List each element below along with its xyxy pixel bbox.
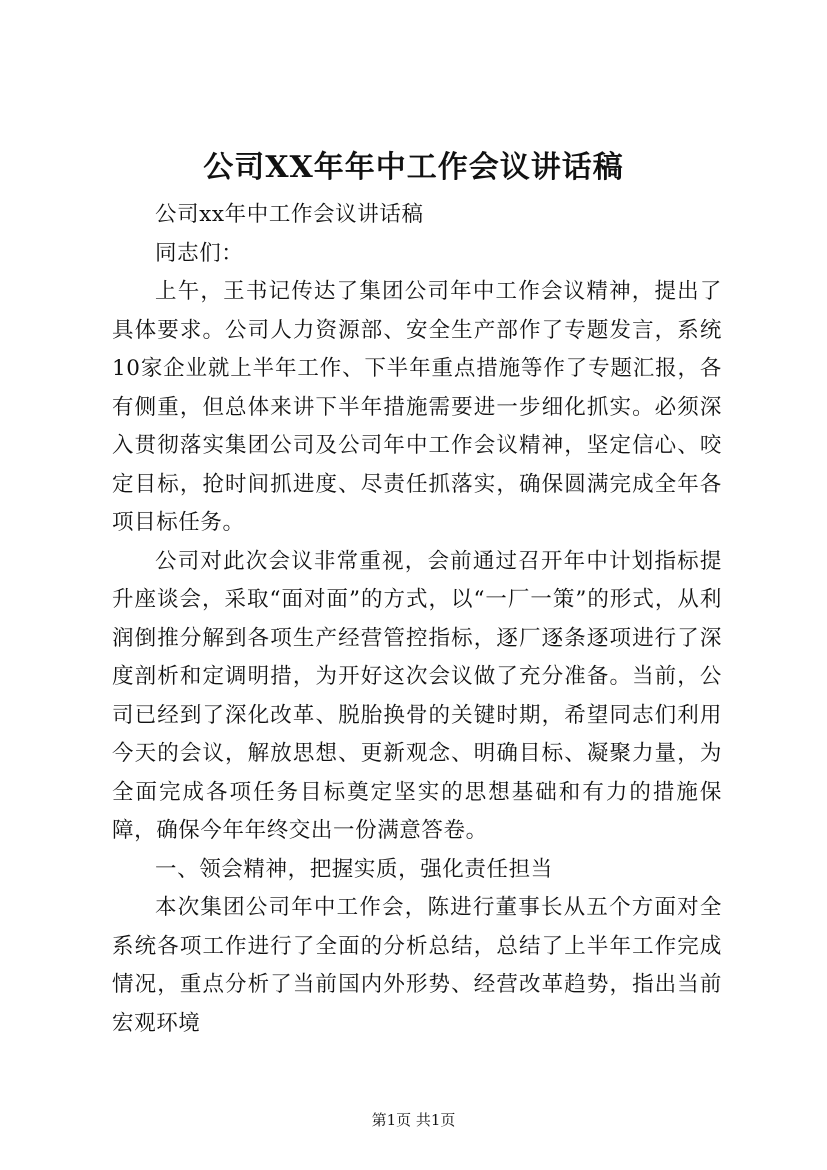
- document-title: 公司XX年年中工作会议讲话稿: [203, 150, 624, 185]
- page-footer: 第1页 共1页: [371, 1111, 456, 1129]
- paragraph-2: 公司对此次会议非常重视，会前通过召开年中计划指标提升座谈会，采取“面对面”的方式，以“一厂一策”的形式，从利润倒推分解到各项生产经营管控指标，逐厂逐条逐项进行了深度剖析和定调明措，为开好这次会议做了充分准备。当前，公司已经到了深化改革、脱胎换骨的关键时期，希望同志们利用今天的会议，解放思想、更新观念、明确目标、凝聚力量，为全面完成各项任务目标奠定坚实的思想基础和有力的措施保障，确保今年年终交出一份满意答卷。: [112, 548, 722, 843]
- section-heading-1: 一、领会精神，把握实质，强化责任担当: [155, 856, 553, 882]
- paragraph-3: 本次集团公司年中工作会，陈进行董事长从五个方面对全系统各项工作进行了全面的分析总结，总结了上半年工作完成情况，重点分析了当前国内外形势、经营改革趋势，指出当前宏观环境: [112, 895, 722, 1036]
- paragraph-salutation: 同志们：: [155, 240, 244, 266]
- paragraph-1: 上午，王书记传达了集团公司年中工作会议精神，提出了具体要求。公司人力资源部、安全生产部作了专题发言，系统10家企业就上半年工作、下半年重点措施等作了专题汇报，各有侧重，但总体来讲下半年措施需要进一步细化抓实。必须深入贯彻落实集团公司及公司年中工作会议精神，坚定信心、咬定目标，抢时间抓进度、尽责任抓落实，确保圆满完成全年各项目标任务。: [112, 279, 722, 535]
- paragraph-subtitle: 公司xx年中工作会议讲话稿: [155, 202, 424, 227]
- document-body: [112, 196, 722, 1043]
